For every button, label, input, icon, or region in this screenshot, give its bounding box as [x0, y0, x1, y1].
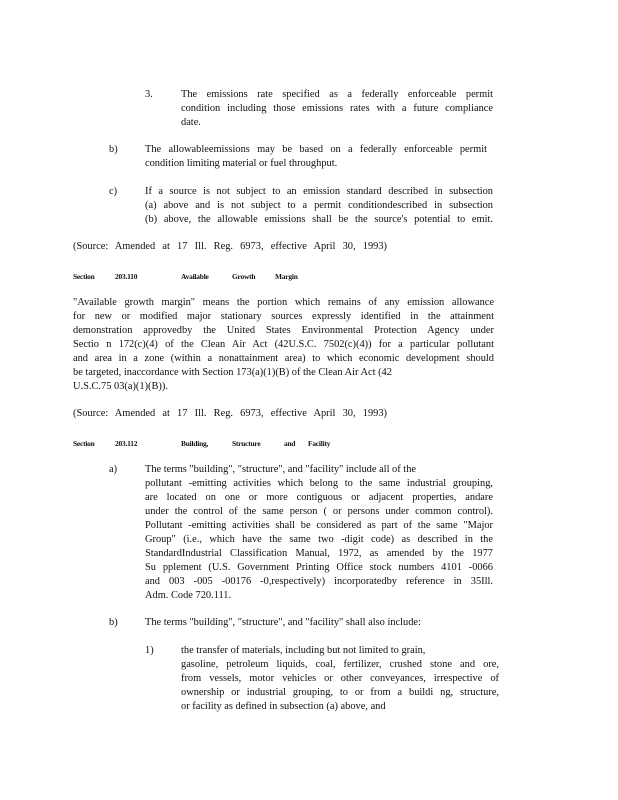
text-line: are located on one or more contiguous or adjacent properties, andare — [145, 492, 493, 503]
item-c-number: c) — [109, 186, 118, 197]
section-title-word: Margin — [275, 272, 298, 281]
section-label: Section — [73, 272, 95, 281]
item-1-number: 1) — [145, 645, 154, 656]
section-203-110-paragraph — [73, 296, 494, 394]
text-line: Su pplement (U.S. Government Printing Office stock numbers 4101 -0066 — [145, 562, 493, 573]
text-line: and 003 -005 -00176 -0,respectively) incorporatedby reference in 35Ill. — [145, 576, 493, 587]
item-b-number: b) — [109, 144, 118, 155]
item-3-number: 3. — [145, 89, 153, 100]
item-a-text — [145, 463, 493, 603]
text-line: gasoline, petroleum liquids, coal, fertilizer, crushed stone and ore, — [181, 659, 499, 670]
text-line: condition limiting material or fuel throughput. — [145, 158, 338, 169]
section-heading-203-112 — [0, 437, 618, 447]
section-label: Section — [73, 439, 95, 448]
item-b-text — [145, 616, 493, 630]
text-line: Group" (i.e., which have the same two -digit code) as described in the — [145, 534, 493, 545]
text-line: (Source: Amended at 17 Ill. Reg. 6973, effective April 30, 1993) — [73, 408, 387, 419]
text-line: for new or modified major stationary sources expressly identified in the attainment — [73, 311, 494, 322]
section-title-word: and — [284, 439, 296, 448]
section-title-word: Structure — [232, 439, 261, 448]
text-line: (b) above, the allowable emissions shall be the source's potential to emit. — [145, 214, 493, 225]
text-line: (a) above and is not subject to a permit conditiondescribed in subsection — [145, 200, 493, 211]
text-line: Pollutant -emitting activities shall be considered as part of the same "Major — [145, 520, 493, 531]
section-title-word: Facility — [308, 439, 331, 448]
text-line: Adm. Code 720.111. — [145, 590, 232, 601]
text-line: The allowableemissions may be based on a federally enforceable permit — [145, 144, 487, 155]
section-number: 203.112 — [115, 439, 138, 448]
section-title-word: Building, — [181, 439, 209, 448]
text-line: date. — [181, 117, 201, 128]
item-b-text — [145, 143, 487, 171]
text-line: and area in a zone (within a nonattainment area) to which economic development should — [73, 353, 494, 364]
section-number: 203.110 — [115, 272, 138, 281]
item-a-number: a) — [109, 464, 118, 475]
item-3-text — [181, 88, 493, 130]
text-line: Sectio n 172(c)(4) of the Clean Air Act (42U.S.C. 7502(c)(4)) for a particular pollutant — [73, 339, 494, 350]
text-line: condition including those emissions rates with a future compliance — [181, 103, 493, 114]
source-note — [73, 407, 387, 421]
text-line: demonstration approvedby the United States Environmental Protection Agency under — [73, 325, 494, 336]
text-line: U.S.C.75 03(a)(1)(B)). — [73, 381, 168, 392]
text-line: from vessels, motor vehicles or other conveyances, irrespective of — [181, 673, 499, 684]
text-line: ownership or industrial grouping, to or from a buildi ng, structure, — [181, 687, 499, 698]
section-title-word: Growth — [232, 272, 256, 281]
item-c-text — [145, 185, 493, 227]
text-line: the transfer of materials, including but not limited to grain, — [181, 645, 426, 656]
text-line: or facility as defined in subsection (a) above, and — [181, 701, 386, 712]
text-line: The emissions rate specified as a federally enforceable permit — [181, 89, 493, 100]
item-b-number: b) — [109, 617, 118, 628]
text-line: StandardIndustrial Classification Manual, 1972, as amended by the 1977 — [145, 548, 493, 559]
text-line: pollutant -emitting activities which belong to the same industrial grouping, — [145, 478, 493, 489]
text-line: If a source is not subject to an emission standard described in subsection — [145, 186, 493, 197]
section-title-word: Available — [181, 272, 209, 281]
text-line: (Source: Amended at 17 Ill. Reg. 6973, effective April 30, 1993) — [73, 241, 387, 252]
text-line: under the control of the same person ( or persons under common control). — [145, 506, 493, 517]
text-line: The terms "building", "structure", and "facility" shall also include: — [145, 617, 421, 628]
section-heading-203-110 — [0, 270, 618, 280]
text-line: be targeted, inaccordance with Section 173(a)(1)(B) of the Clean Air Act (42 — [73, 367, 392, 378]
text-line: "Available growth margin" means the portion which remains of any emission allowance — [73, 297, 494, 308]
source-note — [73, 240, 387, 254]
item-1-text — [181, 644, 499, 714]
text-line: The terms "building", "structure", and "facility" include all of the — [145, 464, 416, 475]
